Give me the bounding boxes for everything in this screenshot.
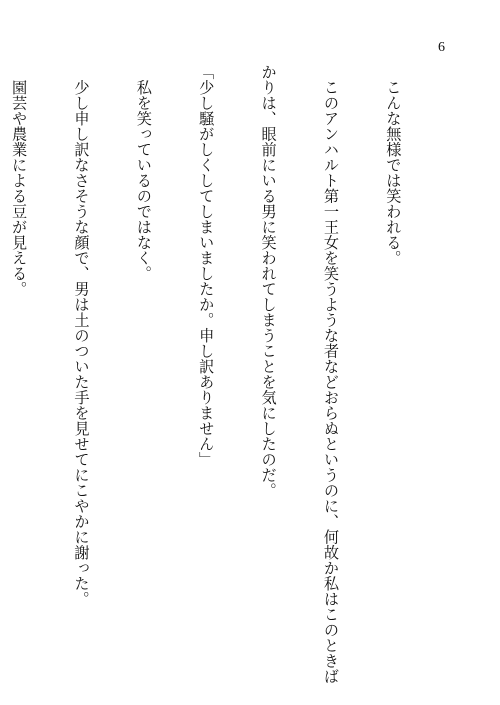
text-line: こんな無様では笑われる。 bbox=[384, 64, 403, 266]
page-number: 6 bbox=[438, 40, 445, 55]
text-line: 「少し騒がしくしてしまいましたか。申し訳ありません」 bbox=[197, 64, 216, 467]
text-line: 少し申し訳なさそうな顔で、男は土のついた手を見せてにこやかに謝った。 bbox=[72, 64, 91, 607]
text-line: かりは、眼前にいる男に笑われてしまうことを気にしたのだ。 bbox=[259, 64, 278, 498]
text-line: 私を笑っているのではなく。 bbox=[134, 64, 153, 281]
text-line: このアンハルト第一王女を笑うような者などおらぬというのに、何故か私はこのときば bbox=[322, 64, 341, 684]
text-body bbox=[0, 64, 445, 684]
text-line: 園芸や農業による豆が見える。 bbox=[10, 64, 29, 297]
